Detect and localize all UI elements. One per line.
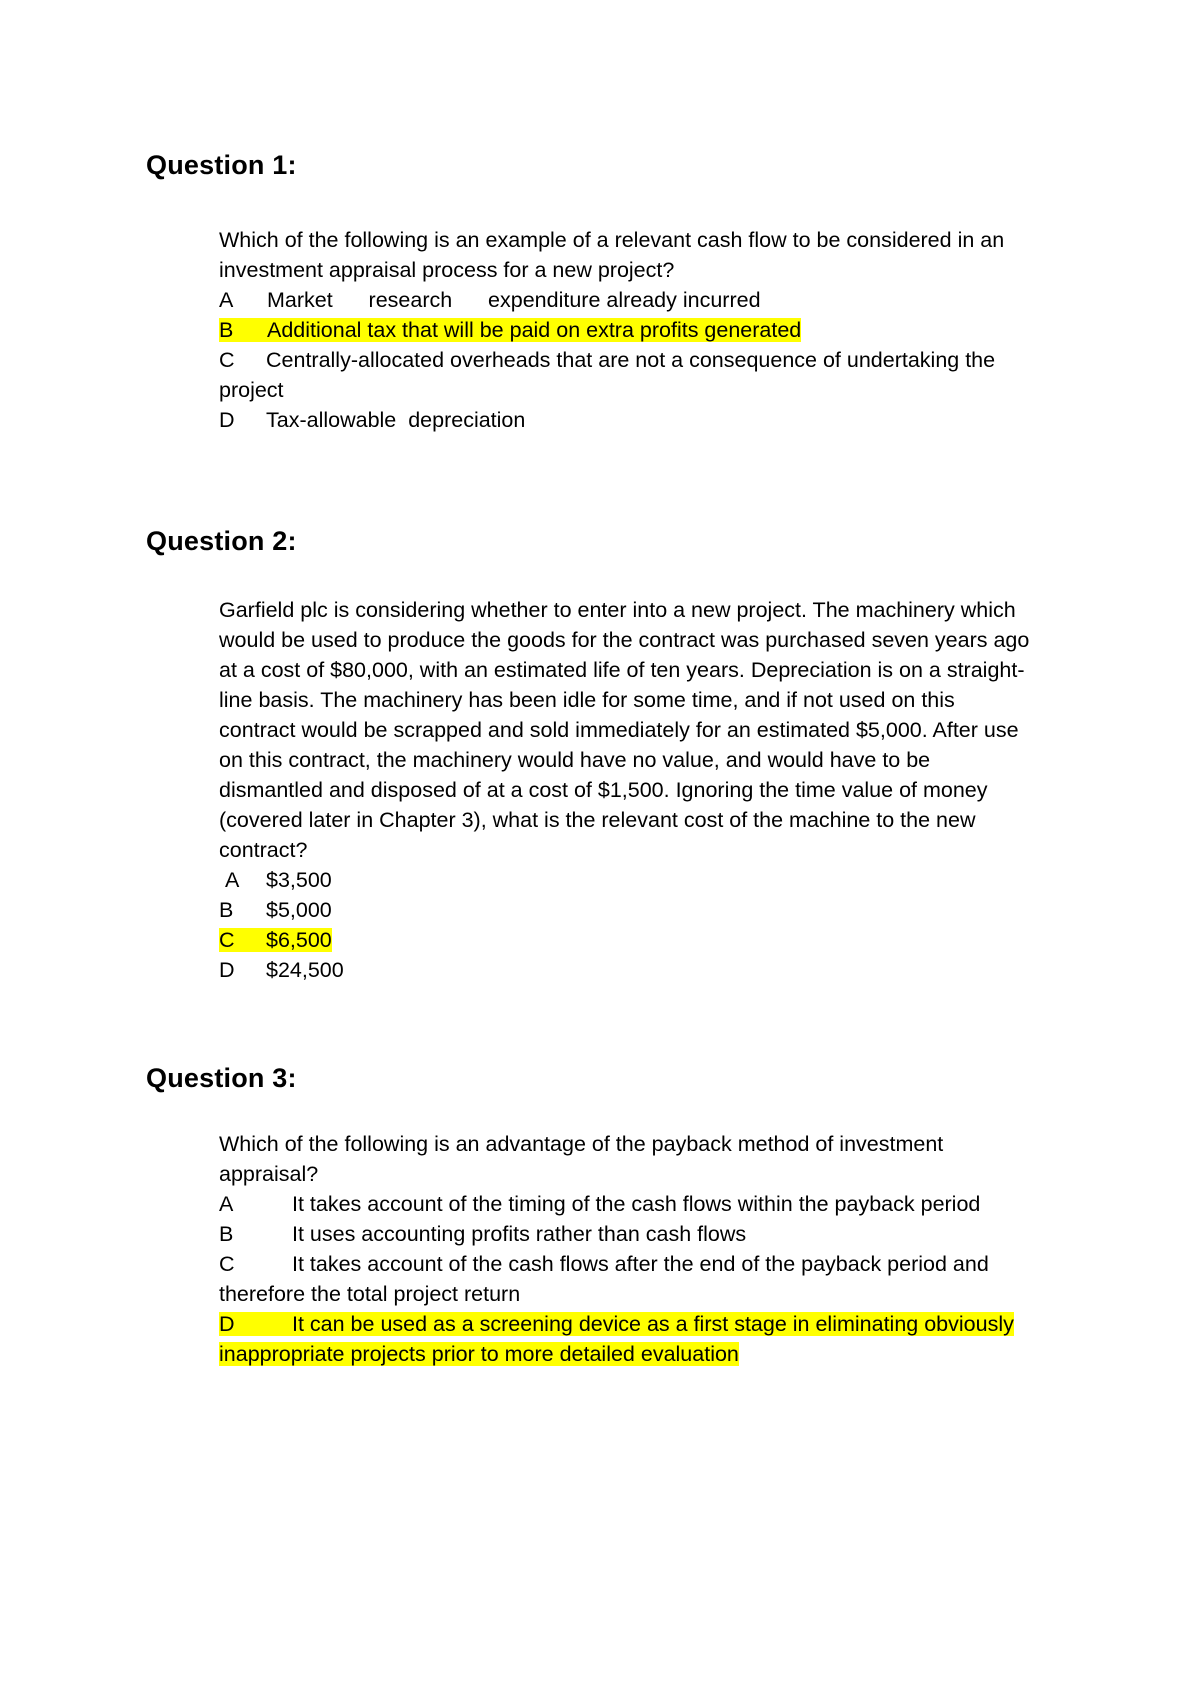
question-3-option-a (219, 1190, 980, 1219)
option-text: $5,000 (266, 898, 332, 922)
option-text: Tax-allowable depreciation (266, 408, 526, 432)
question-3-option-c (219, 1250, 989, 1279)
option-text: It takes account of the timing of the cash flows within the payback period (292, 1192, 981, 1216)
option-letter: A (219, 288, 234, 312)
option-text: Market research expenditure already incurred (267, 288, 761, 312)
question-3-stem-line-2: appraisal? (219, 1162, 319, 1186)
question-2-title: Question 2: (146, 526, 297, 556)
option-text: It uses accounting profits rather than cash flows (292, 1222, 747, 1246)
option-letter: D (219, 958, 235, 982)
question-2-stem-line-3: at a cost of $80,000, with an estimated life of ten years. Depreciation is on a straight- (219, 658, 1025, 682)
question-3-option-d (219, 1310, 1014, 1339)
question-1-stem-line-1: Which of the following is an example of a relevant cash flow to be considered in an (219, 228, 1005, 252)
question-2-stem-line-9: contract? (219, 838, 308, 862)
question-2-stem-line-7: dismantled and disposed of at a cost of $1,500. Ignoring the time value of money (219, 778, 988, 802)
question-1-option-c (219, 346, 995, 375)
option-letter: A (225, 868, 240, 892)
question-2-stem-line-2: would be used to produce the goods for the contract was purchased seven years ago (219, 628, 1030, 652)
question-2-stem-line-6: on this contract, the machinery would have no value, and would have to be (219, 748, 931, 772)
question-2-option-a (219, 866, 332, 895)
option-text: It can be used as a screening device as a first stage in eliminating obviously (292, 1312, 1014, 1336)
question-1-option-c-continued: project (219, 378, 284, 402)
option-letter: C (219, 1252, 235, 1276)
option-letter: A (219, 1192, 234, 1216)
option-letter: B (219, 1222, 234, 1246)
option-text: $24,500 (266, 958, 344, 982)
option-text-continued: inappropriate projects prior to more detailed evaluation (219, 1342, 739, 1366)
question-2-stem-line-8: (covered later in Chapter 3), what is the relevant cost of the machine to the new (219, 808, 976, 832)
question-3-stem-line-1: Which of the following is an advantage of the payback method of investment (219, 1132, 944, 1156)
option-letter: B (219, 318, 234, 342)
option-text: $6,500 (266, 928, 332, 952)
question-1-option-a (219, 286, 761, 315)
question-1-stem-line-2: investment appraisal process for a new project? (219, 258, 675, 282)
question-3-title: Question 3: (146, 1063, 297, 1093)
question-3-option-b (219, 1220, 746, 1249)
option-text: Centrally-allocated overheads that are not a consequence of undertaking the (266, 348, 996, 372)
question-2-stem-line-5: contract would be scrapped and sold immediately for an estimated $5,000. After use (219, 718, 1019, 742)
option-letter: D (219, 408, 235, 432)
question-2-option-b (219, 896, 332, 925)
question-2-stem-line-1: Garfield plc is considering whether to enter into a new project. The machinery which (219, 598, 1016, 622)
question-3-option-d-continued (219, 1340, 739, 1369)
question-2-option-d (219, 956, 344, 985)
option-text: Additional tax that will be paid on extra profits generated (267, 318, 802, 342)
option-letter: C (219, 348, 235, 372)
option-letter: C (219, 928, 235, 952)
question-2-stem-line-4: line basis. The machinery has been idle for some time, and if not used on this (219, 688, 955, 712)
question-1-option-b (219, 316, 801, 345)
question-2-option-c (219, 926, 332, 955)
option-letter: B (219, 898, 234, 922)
option-letter: D (219, 1312, 235, 1336)
question-1-title: Question 1: (146, 150, 297, 180)
question-3-option-c-continued: therefore the total project return (219, 1282, 521, 1306)
question-1-option-d (219, 406, 525, 435)
option-text: It takes account of the cash flows after the end of the payback period and (292, 1252, 989, 1276)
option-text: $3,500 (266, 868, 332, 892)
